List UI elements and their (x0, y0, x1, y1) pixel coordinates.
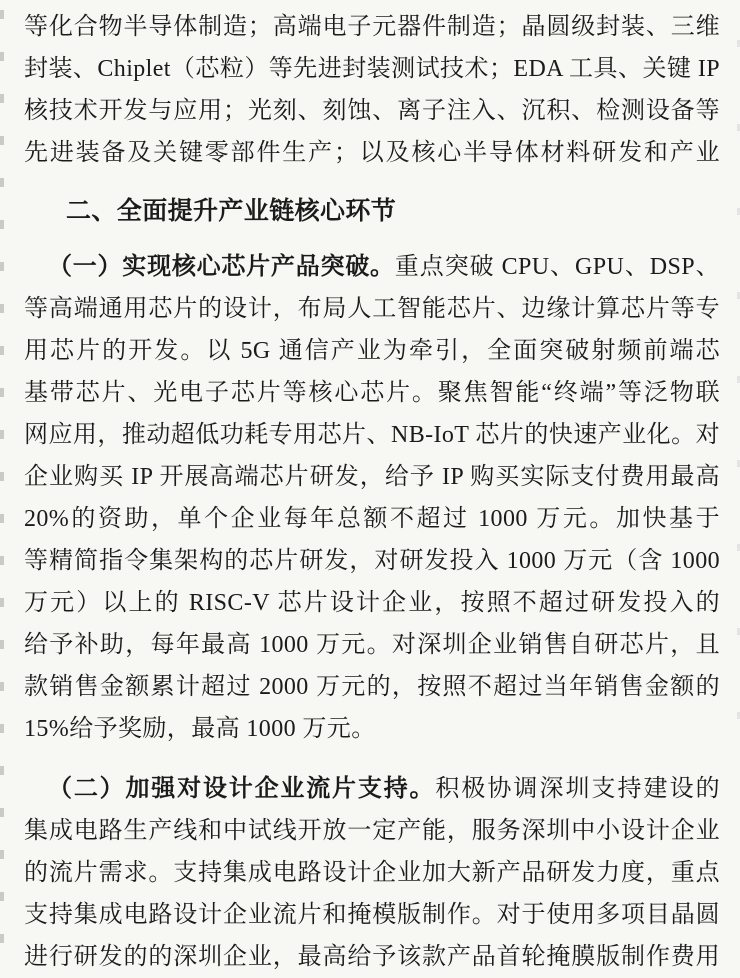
paragraph-2-lead: （二）加强对设计企业流片支持。 (48, 775, 436, 802)
paragraph-2-first-line-rest: 积极协调深圳支持建设的 (435, 776, 720, 802)
text-line: 的流片需求。支持集成电路设计企业加大新产品研发力度，重点 (24, 860, 720, 886)
text-line: 等精简指令集架构的芯片研发，对研发投入 1000 万元（含 1000 (24, 548, 720, 574)
text-line: 等高端通用芯片的设计，布局人工智能芯片、边缘计算芯片等专 (24, 296, 720, 322)
section-heading: 二、全面提升产业链核心环节 (66, 197, 397, 225)
text-line: 万元）以上的 RISC-V 芯片设计企业，按照不超过研发投入的 (24, 590, 720, 616)
text-line: 进行研发的的深圳企业，最高给予该款产品首轮掩膜版制作费用 (24, 944, 720, 970)
text-line: 网应用，推动超低功耗专用芯片、NB-IoT 芯片的快速产业化。对 (24, 422, 720, 448)
text-line: 封装、Chiplet（芯粒）等先进封装测试技术；EDA 工具、关键 IP (24, 56, 720, 82)
text-line: 核技术开发与应用；光刻、刻蚀、离子注入、沉积、检测设备等 (24, 98, 720, 124)
scan-artifact-left-edge (0, 10, 4, 972)
text-line: 用芯片的开发。以 5G 通信产业为牵引，全面突破射频前端芯 (24, 338, 720, 364)
intro-paragraph (24, 6, 720, 174)
paragraph-1 (24, 246, 720, 750)
text-line (24, 246, 720, 288)
text-line: 15%给予奖励，最高 1000 万元。 (24, 716, 376, 742)
text-line: 款销售金额累计超过 2000 万元的，按照不超过当年销售金额的 (24, 674, 720, 700)
paragraph-1-lead: （一）实现核心芯片产品突破。 (48, 253, 395, 280)
text-line: 20%的资助，单个企业每年总额不超过 1000 万元。加快基于 (24, 506, 720, 532)
text-line: 等化合物半导体制造；高端电子元器件制造；晶圆级封装、三维 (24, 14, 720, 40)
text-line: 先进装备及关键零部件生产；以及核心半导体材料研发和产业 (24, 140, 720, 166)
text-line (24, 768, 720, 810)
text-line: 给予补助，每年最高 1000 万元。对深圳企业销售自研芯片，且 (24, 632, 720, 658)
text-line: 集成电路生产线和中试线开放一定产能，服务深圳中小设计企业 (24, 818, 720, 844)
text-line: 支持集成电路设计企业流片和掩模版制作。对于使用多项目晶圆 (24, 902, 720, 928)
paragraph-2 (24, 768, 720, 978)
text-line: 企业购买 IP 开展高端芯片研发，给予 IP 购买实际支付费用最高 (24, 464, 720, 490)
paragraph-1-first-line-rest: 重点突破 CPU、GPU、DSP、 (394, 254, 720, 280)
text-line: 基带芯片、光电子芯片等核心芯片。聚焦智能“终端”等泛物联 (24, 380, 720, 406)
